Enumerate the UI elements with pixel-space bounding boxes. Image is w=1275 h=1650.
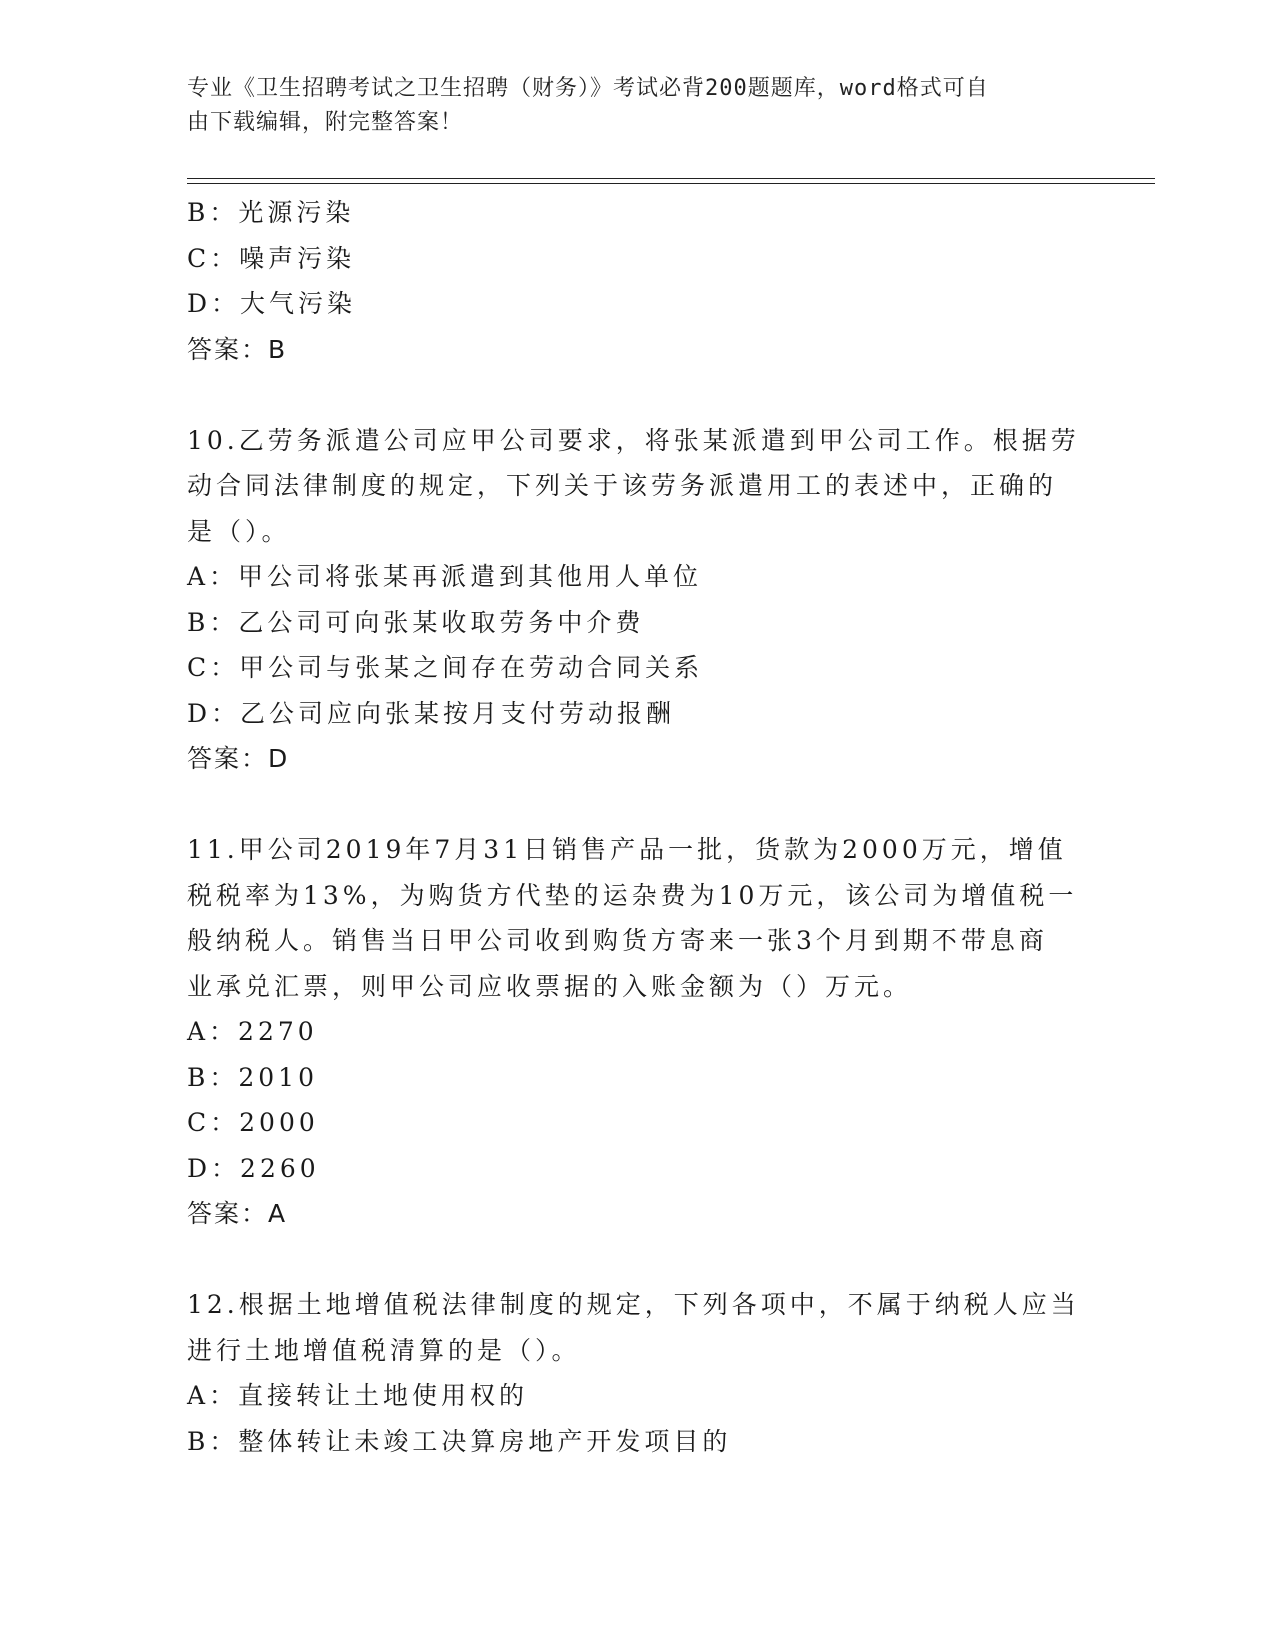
question-9-tail [187, 190, 1087, 372]
spacer [187, 782, 1087, 828]
question-text-line: 业承兑汇票，则甲公司应收票据的入账金额为（）万元。 [187, 971, 913, 1001]
question-text-line: 般纳税人。销售当日甲公司收到购货方寄来一张3个月到期不带息商 [187, 926, 1048, 955]
question-text-line: 动合同法律制度的规定，下列关于该劳务派遣用工的表述中，正确的 [187, 471, 1058, 500]
option-b: B：光源污染 [187, 198, 355, 227]
spacer [187, 372, 1087, 418]
spacer [187, 1237, 1087, 1283]
option-d: D：大气污染 [187, 289, 357, 318]
option-c: C：噪声污染 [187, 243, 356, 273]
question-content [187, 190, 1087, 1464]
question-text-line: 11.甲公司2019年7月31日销售产品一批，货款为2000万元，增值 [187, 835, 1067, 864]
option-c: C：甲公司与张某之间存在劳动合同关系 [187, 653, 704, 682]
option-d: D：2260 [187, 1153, 320, 1183]
header-line-1: 专业《卫生招聘考试之卫生招聘（财务）》考试必背200题题库，word格式可自 [187, 76, 989, 101]
answer-line: 答案：A [187, 1199, 288, 1228]
option-a: A：甲公司将张某再派遣到其他用人单位 [187, 562, 703, 591]
answer-line: 答案：D [187, 744, 290, 773]
header-rule-top [187, 178, 1155, 179]
question-11 [187, 827, 1087, 1237]
question-text-line: 10.乙劳务派遣公司应甲公司要求，将张某派遣到甲公司工作。根据劳 [187, 425, 1080, 455]
option-b: B：2010 [187, 1062, 318, 1092]
question-text-line: 是（）。 [187, 516, 291, 546]
question-10 [187, 418, 1087, 782]
option-b: B：整体转让未竣工决算房地产开发项目的 [187, 1426, 732, 1456]
question-text-line: 税税率为13%，为购货方代垫的运杂费为10万元，该公司为增值税一 [187, 880, 1078, 910]
header-line-2: 由下载编辑，附完整答案！ [187, 110, 464, 135]
document-header [187, 72, 1067, 140]
header-rule-bottom [187, 183, 1155, 184]
option-c: C：2000 [187, 1108, 319, 1137]
question-text-line: 进行土地增值税清算的是（）。 [187, 1335, 581, 1365]
question-12 [187, 1282, 1087, 1464]
question-text-line: 12.根据土地增值税法律制度的规定，下列各项中，不属于纳税人应当 [187, 1290, 1080, 1319]
option-b: B：乙公司可向张某收取劳务中介费 [187, 607, 645, 637]
option-a: A：直接转让土地使用权的 [187, 1381, 529, 1410]
option-d: D：乙公司应向张某按月支付劳动报酬 [187, 698, 676, 728]
answer-line: 答案：B [187, 334, 288, 364]
option-a: A：2270 [187, 1017, 318, 1046]
